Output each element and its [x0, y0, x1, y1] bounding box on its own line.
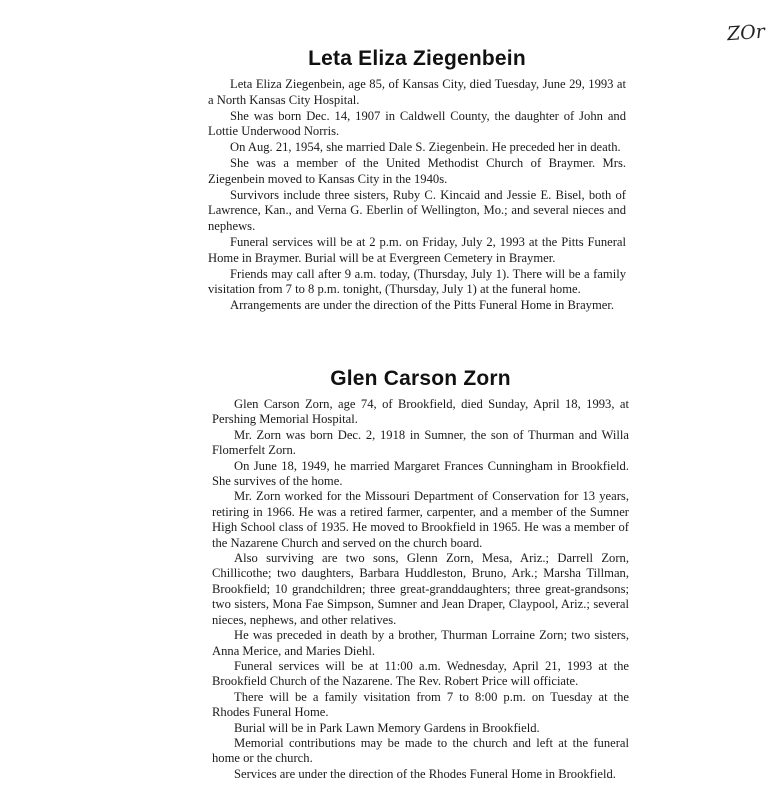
obituary-paragraph: Services are under the direction of the Rhodes Funeral Home in Brookfield. — [234, 766, 616, 781]
obituary-paragraph: Glen Carson Zorn, age 74, of Brookfield, died Sunday, April 18, 1993, at Pershing Memorial Hospital. — [212, 397, 629, 427]
obituary-ziegenbein — [208, 47, 626, 314]
obituary-paragraph: He was preceded in death by a brother, Thurman Lorraine Zorn; two sisters, Anna Merice, and Maries Diehl. — [212, 628, 629, 658]
obituary-paragraph: Mr. Zorn was born Dec. 2, 1918 in Sumner, the son of Thurman and Willa Flomerfelt Zorn. — [212, 427, 629, 458]
obituary-paragraph: Mr. Zorn worked for the Missouri Department of Conservation for 13 years, retiring in 1966. He was a retired farmer, carpenter, and a member of the Sumner High School class of 1935. He moved to Brookfield in 1965. He was a member of the Nazarene Church and served on the church board. — [212, 489, 629, 550]
obituary-paragraph: Also surviving are two sons, Glenn Zorn, Mesa, Ariz.; Darrell Zorn, Chillicothe; two daughters, Barbara Huddleston, Bruno, Ark.; Marsha Tillman, Brookfield; 10 grandchildren; three great-granddaughters; three great-grandsons; two sisters, Mona Fae Simpson, Sumner and Jean Draper, Claypool, Ariz.; several nieces, nephews, and other relatives. — [212, 551, 629, 627]
obituary-title: Leta Eliza Ziegenbein — [308, 47, 526, 70]
obituary-paragraph: Burial will be in Park Lawn Memory Gardens in Brookfield. — [234, 720, 540, 735]
obituary-paragraph: Friends may call after 9 a.m. today, (Thursday, July 1). There will be a family visitation from 7 to 8 p.m. tonight, (Thursday, July 1) at the funeral home. — [208, 266, 626, 297]
obituary-paragraph: On Aug. 21, 1954, she married Dale S. Ziegenbein. He preceded her in death. — [230, 140, 621, 155]
obituary-paragraph: Funeral services will be at 2 p.m. on Friday, July 2, 1993 at the Pitts Funeral Home in Braymer. Burial will be at Evergreen Cemetery in Braymer. — [208, 234, 626, 265]
obituary-paragraph: On June 18, 1949, he married Margaret Frances Cunningham in Brookfield. She survives of the home. — [212, 458, 629, 489]
obituary-paragraph: Memorial contributions may be made to the church and left at the funeral home or the church. — [212, 735, 629, 766]
obituary-paragraph: She was born Dec. 14, 1907 in Caldwell County, the daughter of John and Lottie Underwood Norris. — [208, 108, 626, 139]
obituary-paragraph: Leta Eliza Ziegenbein, age 85, of Kansas City, died Tuesday, June 29, 1993 at a North Kansas City Hospital. — [208, 77, 626, 107]
obituary-paragraph: Arrangements are under the direction of the Pitts Funeral Home in Braymer. — [230, 298, 614, 313]
obituary-paragraph: There will be a family visitation from 7 to 8:00 p.m. on Tuesday at the Rhodes Funeral Home. — [212, 689, 629, 720]
obituary-title: Glen Carson Zorn — [330, 367, 511, 390]
obituary-paragraph: She was a member of the United Methodist Church of Braymer. Mrs. Ziegenbein moved to Kansas City in the 1940s. — [208, 155, 626, 186]
obituary-paragraph: Survivors include three sisters, Ruby C. Kincaid and Jessie E. Bisel, both of Lawrence, Kan., and Verna G. Eberlin of Wellington, Mo.; and several nieces and nephews. — [208, 187, 626, 234]
obituary-paragraph: Funeral services will be at 11:00 a.m. Wednesday, April 21, 1993 at the Brookfield Church of the Nazarene. The Rev. Robert Price will officiate. — [212, 658, 629, 689]
handwritten-note: ZOr — [726, 20, 766, 46]
obituary-zorn — [212, 367, 629, 782]
